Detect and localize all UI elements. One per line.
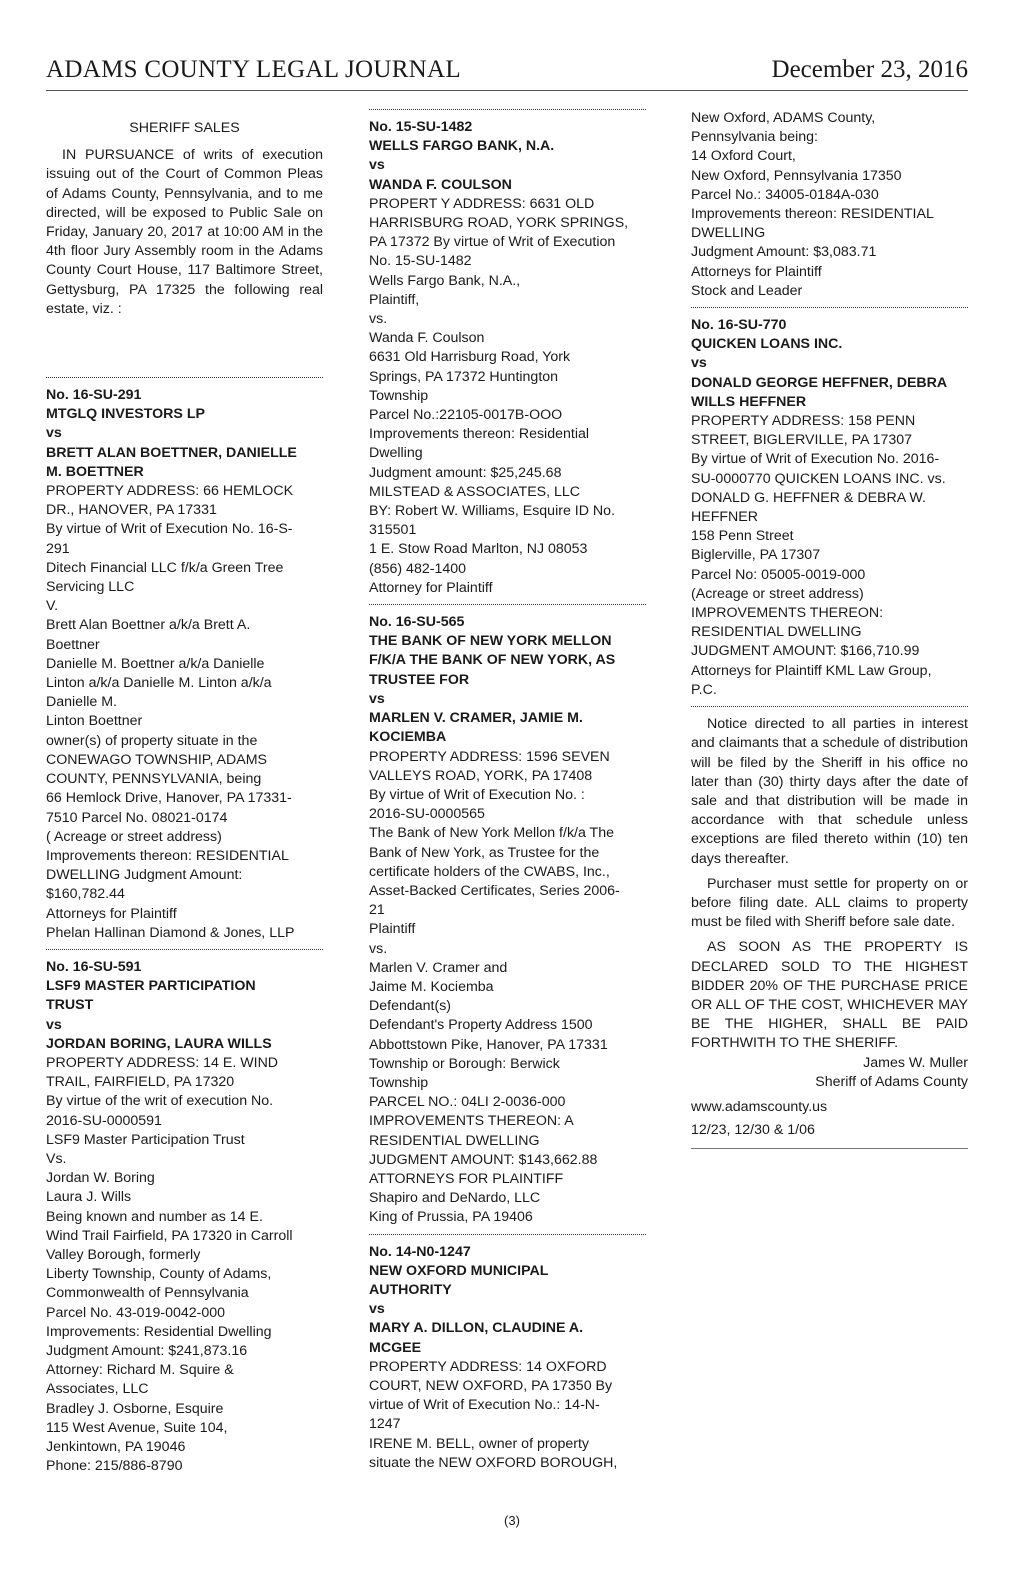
- masthead: [46, 56, 968, 91]
- case-detail-line: MILSTEAD & ASSOCIATES, LLC: [369, 483, 581, 500]
- case-detail-line: PROPERTY ADDRESS: 14 E. WIND: [46, 1054, 279, 1071]
- case-party-line: DONALD GEORGE HEFFNER, DEBRA: [691, 374, 948, 391]
- case-detail-line: By virtue of the writ of execution No.: [46, 1093, 274, 1110]
- case-detail-line: PROPERTY ADDRESS: 66 HEMLOCK: [46, 483, 294, 500]
- case-detail-line: By virtue of Writ of Execution No. 2016-: [691, 451, 940, 468]
- case-detail-line: DONALD G. HEFFNER & DEBRA W.: [691, 489, 926, 506]
- case-detail-line: DWELLING Judgment Amount:: [46, 867, 243, 884]
- case-detail-line: RESIDENTIAL DWELLING: [691, 624, 862, 641]
- intro-paragraph: IN PURSUANCE of writs of execution issuing out of the Court of Common Pleas of Adams County, Pennsylvania, and to me directed, will be exposed to Public Sale on Friday, January 20, 2017 at 10:00 AM in the 4th floor Jury Assembly room in the Adams County Court House, 117 Baltimore Street, Gettysburg, PA 17325 the following real estate, viz. :: [46, 147, 323, 317]
- case-party-line: vs: [369, 690, 385, 707]
- case-detail-line: Township or Borough: Berwick: [369, 1055, 560, 1072]
- case-detail-line: Being known and number as 14 E.: [46, 1208, 263, 1225]
- case-15-su-1482: [369, 118, 646, 598]
- case-party-line: vs: [46, 1016, 62, 1033]
- case-number: No. 16-SU-291: [46, 387, 142, 404]
- case-party-line: vs: [369, 157, 385, 174]
- case-detail-line: 2016-SU-0000565: [369, 806, 485, 823]
- case-detail-line: By virtue of Writ of Execution No. 16-S-: [46, 521, 293, 538]
- case-detail-line: PA 17372 By virtue of Writ of Execution: [369, 234, 616, 251]
- case-party-line: MTGLQ INVESTORS LP: [46, 406, 205, 423]
- case-number: No. 16-SU-770: [691, 317, 787, 334]
- notice-payment: AS SOON AS THE PROPERTY IS DECLARED SOLD TO THE HIGHEST BIDDER 20% OF THE PURCHASE PRICE OR ALL OF THE COST, WHICHEVER MAY BE THE HIGHER, SHALL BE PAID FORTHWITH TO THE SHERIFF.: [691, 939, 968, 1052]
- case-detail-line: Valley Borough, formerly: [46, 1246, 201, 1263]
- case-detail-line: Boettner: [46, 636, 100, 653]
- case-detail-line: ATTORNEYS FOR PLAINTIFF: [369, 1170, 564, 1187]
- case-detail-line: vs.: [369, 940, 388, 957]
- case-detail-line: IMPROVEMENTS THEREON:: [691, 605, 884, 622]
- case-detail-line: 291: [46, 540, 70, 557]
- case-detail-line: 158 Penn Street: [691, 528, 794, 545]
- divider: [46, 377, 323, 378]
- case-detail-line: Judgment Amount: $241,873.16: [46, 1342, 248, 1359]
- case-detail-line: Defendant(s): [369, 998, 452, 1015]
- case-detail-line: Stock and Leader: [691, 282, 803, 299]
- case-detail-line: Liberty Township, County of Adams,: [46, 1266, 272, 1283]
- case-14-n0-1247-continued: [691, 109, 968, 301]
- case-detail-line: Plaintiff: [369, 921, 416, 938]
- case-detail-line: virtue of Writ of Execution No.: 14-N-: [369, 1397, 600, 1414]
- case-detail-line: vs.: [369, 311, 388, 328]
- case-detail-line: TRAIL, FAIRFIELD, PA 17320: [46, 1074, 235, 1091]
- case-detail-line: Township: [369, 387, 429, 404]
- case-detail-line: PARCEL NO.: 04LI 2-0036-000: [369, 1094, 566, 1111]
- journal-title: ADAMS COUNTY LEGAL JOURNAL: [46, 56, 461, 83]
- case-16-su-291: [46, 386, 323, 943]
- case-party-line: MARY A. DILLON, CLAUDINE A.: [369, 1320, 584, 1337]
- case-detail-line: Bank of New York, as Trustee for the: [369, 844, 600, 861]
- case-detail-line: Improvements thereon: RESIDENTIAL: [691, 206, 934, 223]
- case-detail-line: 1 E. Stow Road Marlton, NJ 08053: [369, 541, 588, 558]
- case-detail-line: Parcel No.: 34005-0184A-030: [691, 186, 879, 203]
- case-detail-line: Attorneys for Plaintiff: [691, 263, 822, 280]
- case-party-line: BRETT ALAN BOETTNER, DANIELLE: [46, 444, 297, 461]
- case-detail-line: 6631 Old Harrisburg Road, York: [369, 349, 571, 366]
- county-website: www.adamscounty.us: [691, 1098, 828, 1115]
- case-party-line: QUICKEN LOANS INC.: [691, 336, 843, 353]
- case-detail-line: The Bank of New York Mellon f/k/a The: [369, 825, 614, 842]
- case-detail-line: Jordan W. Boring: [46, 1170, 155, 1187]
- case-party-line: WELLS FARGO BANK, N.A.: [369, 138, 555, 155]
- case-detail-line: Pennsylvania being:: [691, 129, 818, 146]
- case-detail-line: By virtue of Writ of Execution No. :: [369, 786, 585, 803]
- case-detail-line: Laura J. Wills: [46, 1189, 132, 1206]
- case-detail-line: Phelan Hallinan Diamond & Jones, LLP: [46, 924, 295, 941]
- column-2: [369, 109, 646, 1473]
- case-detail-line: Shapiro and DeNardo, LLC: [369, 1190, 541, 1207]
- case-detail-line: SU-0000770 QUICKEN LOANS INC. vs.: [691, 470, 946, 487]
- case-detail-line: Marlen V. Cramer and: [369, 959, 508, 976]
- case-detail-line: JUDGMENT AMOUNT: $143,662.88: [369, 1151, 598, 1168]
- case-detail-line: (856) 482-1400: [369, 560, 467, 577]
- case-detail-line: Judgment amount: $25,245.68: [369, 464, 562, 481]
- case-detail-line: Dwelling: [369, 445, 423, 462]
- case-detail-line: Ditech Financial LLC f/k/a Green Tree: [46, 559, 284, 576]
- case-detail-line: $160,782.44: [46, 886, 125, 903]
- case-detail-line: Linton a/k/a Danielle M. Linton a/k/a: [46, 675, 272, 692]
- notice-purchaser: Purchaser must settle for property on or before filing date. ALL claims to property must be filed with Sheriff before sale date.: [691, 875, 968, 931]
- case-detail-line: Improvements thereon: Residential: [369, 426, 590, 443]
- case-party-line: AUTHORITY: [369, 1281, 452, 1298]
- case-detail-line: Springs, PA 17372 Huntington: [369, 368, 559, 385]
- case-detail-line: CONEWAGO TOWNSHIP, ADAMS: [46, 751, 267, 768]
- case-16-su-591: [46, 958, 323, 1476]
- case-detail-line: DWELLING: [691, 225, 766, 242]
- case-party-line: TRUSTEE FOR: [369, 671, 470, 688]
- case-detail-line: 2016-SU-0000591: [46, 1112, 162, 1129]
- case-party-line: KOCIEMBA: [369, 729, 447, 746]
- section-heading: SHERIFF SALES: [129, 120, 240, 136]
- case-detail-line: Jenkintown, PA 19046: [46, 1439, 186, 1455]
- case-detail-line: Improvements: Residential Dwelling: [46, 1323, 272, 1340]
- case-16-su-565: [369, 613, 646, 1228]
- divider: [691, 307, 968, 308]
- case-party-line: NEW OXFORD MUNICIPAL: [369, 1262, 549, 1279]
- case-detail-line: Abbottstown Pike, Hanover, PA 17331: [369, 1036, 608, 1053]
- case-detail-line: COURT, NEW OXFORD, PA 17350 By: [369, 1378, 613, 1394]
- case-detail-line: Bradley J. Osborne, Esquire: [46, 1400, 224, 1417]
- case-detail-line: Jaime M. Kociemba: [369, 978, 494, 995]
- case-party-line: TRUST: [46, 997, 94, 1014]
- case-detail-line: Plaintiff,: [369, 291, 420, 308]
- case-detail-line: 115 West Avenue, Suite 104,: [46, 1419, 228, 1436]
- case-detail-line: Wanda F. Coulson: [369, 330, 485, 347]
- case-detail-line: IMPROVEMENTS THEREON: A: [369, 1113, 574, 1130]
- column-3: [691, 109, 968, 1157]
- case-detail-line: COUNTY, PENNSYLVANIA, being: [46, 771, 262, 788]
- case-detail-line: Attorney: Richard M. Squire &: [46, 1362, 234, 1379]
- notice-distribution: Notice directed to all parties in interest and claimants that a schedule of distribution will be filed by the Sheriff in his office no later than (30) thirty days after the date of sale and that distribution will be made in accordance with that schedule unless exceptions are filed thereto within (10) ten days thereafter.: [691, 716, 968, 867]
- divider: [369, 109, 646, 110]
- case-detail-line: DR., HANOVER, PA 17331: [46, 502, 217, 519]
- case-detail-line: Asset-Backed Certificates, Series 2006-: [369, 882, 620, 899]
- case-party-line: vs: [691, 355, 707, 372]
- case-detail-line: 14 Oxford Court,: [691, 148, 796, 165]
- case-detail-line: ( Acreage or street address): [46, 828, 222, 845]
- case-detail-line: 315501: [369, 522, 417, 539]
- case-detail-line: 7510 Parcel No. 08021-0174: [46, 809, 228, 826]
- case-party-line: M. BOETTNER: [46, 463, 144, 480]
- case-detail-line: STREET, BIGLERVILLE, PA 17307: [691, 432, 913, 449]
- case-party-line: MARLEN V. CRAMER, JAMIE M.: [369, 710, 583, 727]
- case-party-line: F/K/A THE BANK OF NEW YORK, AS: [369, 652, 616, 669]
- case-detail-line: P.C.: [691, 681, 717, 698]
- case-detail-line: Danielle M. Boettner a/k/a Danielle: [46, 655, 265, 672]
- case-detail-line: HARRISBURG ROAD, YORK SPRINGS,: [369, 215, 629, 232]
- sheriff-name: James W. Muller: [863, 1054, 968, 1071]
- case-party-line: WANDA F. COULSON: [369, 176, 512, 193]
- page-number: (3): [504, 1513, 520, 1528]
- case-detail-line: No. 15-SU-1482: [369, 253, 472, 270]
- case-detail-line: Linton Boettner: [46, 713, 143, 730]
- case-detail-line: BY: Robert W. Williams, Esquire ID No.: [369, 503, 615, 520]
- end-rule: [691, 1148, 968, 1149]
- case-number: No. 16-SU-591: [46, 958, 142, 975]
- case-party-line: THE BANK OF NEW YORK MELLON: [369, 633, 612, 650]
- case-detail-line: situate the NEW OXFORD BOROUGH,: [369, 1454, 618, 1471]
- case-detail-line: JUDGMENT AMOUNT: $166,710.99: [691, 643, 920, 660]
- case-detail-line: King of Prussia, PA 19406: [369, 1209, 533, 1226]
- case-detail-line: PROPERTY ADDRESS: 1596 SEVEN: [369, 748, 610, 765]
- case-detail-line: Attorneys for Plaintiff KML Law Group,: [691, 662, 932, 679]
- sheriff-title: Sheriff of Adams County: [815, 1073, 968, 1090]
- case-detail-line: Township: [369, 1074, 429, 1091]
- divider: [691, 706, 968, 707]
- case-party-line: MCGEE: [369, 1339, 422, 1356]
- divider: [46, 949, 323, 950]
- case-party-line: WILLS HEFFNER: [691, 393, 807, 410]
- case-detail-line: Parcel No. 43-019-0042-000: [46, 1304, 226, 1321]
- case-detail-line: Attorneys for Plaintiff: [46, 905, 177, 922]
- case-detail-line: owner(s) of property situate in the: [46, 732, 258, 749]
- issue-date: December 23, 2016: [771, 56, 968, 83]
- case-detail-line: Biglerville, PA 17307: [691, 547, 821, 564]
- case-detail-line: Wells Fargo Bank, N.A.,: [369, 272, 521, 289]
- case-detail-line: Danielle M.: [46, 694, 117, 711]
- case-party-line: LSF9 MASTER PARTICIPATION: [46, 978, 256, 995]
- case-detail-line: Wind Trail Fairfield, PA 17320 in Carroll: [46, 1227, 293, 1244]
- divider: [369, 1234, 646, 1235]
- case-detail-line: HEFFNER: [691, 509, 758, 526]
- case-number: No. 16-SU-565: [369, 614, 465, 631]
- case-detail-line: 66 Hemlock Drive, Hanover, PA 17331-: [46, 790, 292, 807]
- case-detail-line: Servicing LLC: [46, 579, 135, 596]
- case-detail-line: Brett Alan Boettner a/k/a Brett A.: [46, 617, 251, 634]
- case-detail-line: Attorney for Plaintiff: [369, 579, 493, 596]
- case-detail-line: PROPERTY ADDRESS: 158 PENN: [691, 413, 916, 430]
- case-detail-line: Improvements thereon: RESIDENTIAL: [46, 847, 289, 864]
- case-party-line: vs: [46, 425, 62, 442]
- case-detail-line: Judgment Amount: $3,083.71: [691, 244, 877, 261]
- case-14-n0-1247: [369, 1243, 646, 1473]
- case-detail-line: Parcel No.:22105-0017B-OOO: [369, 407, 563, 424]
- case-16-su-770: [691, 316, 968, 700]
- case-detail-line: VALLEYS ROAD, YORK, PA 17408: [369, 767, 593, 784]
- case-detail-line: PROPERTY ADDRESS: 14 OXFORD: [369, 1358, 607, 1375]
- case-detail-line: 21: [369, 902, 385, 919]
- case-detail-line: Defendant's Property Address 1500: [369, 1017, 593, 1034]
- case-detail-line: Commonwealth of Pennsylvania: [46, 1285, 249, 1302]
- case-party-line: vs: [369, 1301, 385, 1318]
- case-number: No. 14-N0-1247: [369, 1243, 471, 1260]
- divider: [369, 604, 646, 605]
- case-detail-line: LSF9 Master Participation Trust: [46, 1131, 245, 1148]
- case-detail-line: Associates, LLC: [46, 1381, 149, 1398]
- case-detail-line: New Oxford, ADAMS County,: [691, 110, 876, 126]
- case-detail-line: New Oxford, Pennsylvania 17350: [691, 167, 902, 184]
- case-detail-line: IRENE M. BELL, owner of property: [369, 1435, 589, 1452]
- case-detail-line: Phone: 215/886-8790: [46, 1458, 183, 1475]
- case-detail-line: Parcel No: 05005-0019-000: [691, 566, 866, 583]
- case-detail-line: PROPERT Y ADDRESS: 6631 OLD: [369, 195, 595, 212]
- publication-dates: 12/23, 12/30 & 1/06: [691, 1122, 815, 1139]
- case-detail-line: Vs.: [46, 1150, 67, 1167]
- column-1: [46, 109, 323, 1476]
- case-detail-line: (Acreage or street address): [691, 585, 864, 602]
- case-detail-line: RESIDENTIAL DWELLING: [369, 1132, 540, 1149]
- case-detail-line: certificate holders of the CWABS, Inc.,: [369, 863, 610, 880]
- case-detail-line: V.: [46, 598, 59, 615]
- case-party-line: JORDAN BORING, LAURA WILLS: [46, 1035, 272, 1052]
- case-detail-line: 1247: [369, 1416, 401, 1433]
- case-number: No. 15-SU-1482: [369, 119, 473, 135]
